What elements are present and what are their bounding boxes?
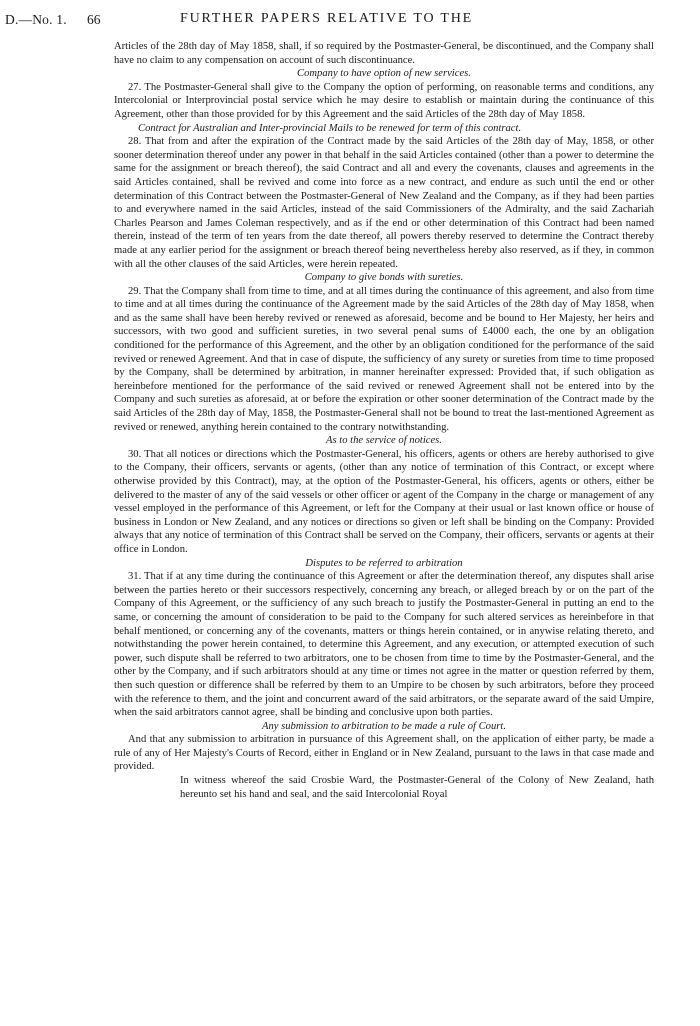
heading-28: Contract for Australian and Inter-provincial Mails to be renewed for term of this contract. xyxy=(138,122,522,134)
paragraph-29: 29. That the Company shall from time to time, and at all times during the continuance of this agreement, and also from time to time and at all times during the continuance of the Agreement made by the said Articles of the 28th day of May 1858, when and as the same shall have been hereby revived or renewed as aforesaid, become and be bound to Her Majesty, her heirs and successors, with two good and sufficient sureties, in two several penal sums of £4000 each, the one by an obligation conditioned for the performance of this Agreement, and the other by an obligation conditioned for the performance of the said revived or renewed Agreement. And that in case of dispute, the sufficiency of any surety or sureties from time to time proposed by the Company, shall be determined by arbitration, in manner hereinafter expressed: Provided that, if such obligation as hereinbefore mentioned for the performance of the said revived or renewed Agreement shall not be entered into by the Company and such sureties as aforesaid, at or before the expiration or other sooner determination of the Contract made by the said Articles of the 28th day of May, 1858, the Postmaster-General shall not be bound to treat the last-mentioned Agreement as revived or renewed, anything herein contained to the contrary notwithstanding. xyxy=(114,285,654,433)
paragraph-31: 31. That if at any time during the continuance of this Agreement or after the determination thereof, any disputes shall arise between the parties hereto or their successors respectively, concerning any breach, or alleged breach by or on the part of the Company of this Agreement, or the sufficiency of any such breach to justify the Postmaster-General in putting an end to the same, or concerning the amount of consideration to be paid to the Company for such altered services as hereinbefore in that behalf mentioned, or concerning any of the covenants, matters or things herein contained, or in anywise relating thereto, and notwithstanding the power herein contained, to determine this Agreement, and any execution, or attempted execution of such power, such dispute shall be referred to two arbitrators, one to be chosen from time to time by the Postmaster-General, and the other by the Company, and if such arbitrators should at any time or times not agree in the matter or question referred by them, then such question or difference shall be referred by them to an Umpire to be chosen by such arbitrators, before they proceed with the reference to them, and the joint and concurrent award of the said arbitrators, or the separate award of the said Umpire, when the said arbitrators cannot agree, shall be binding and conclusive upon both parties. xyxy=(114,571,654,719)
heading-27: Company to have option of new services. xyxy=(297,68,471,80)
paragraph-witness: In witness whereof the said Crosbie Ward, the Postmaster-General of the Colony of New Zealand, hath hereunto set his hand and seal, and the said Intercolonial Royal xyxy=(180,775,654,800)
heading-29: Company to give bonds with sureties. xyxy=(304,272,464,284)
paragraph-32: And that any submission to arbitration in pursuance of this Agreement shall, on the application of either party, be made a rule of any of Her Majesty's Courts of Record, either in England or in New Zealand, pursuant to the laws in that case made and provided. xyxy=(114,734,654,773)
document-body xyxy=(114,40,654,801)
heading-32: Any submission to arbitration to be made a rule of Court. xyxy=(262,720,506,732)
heading-31: Disputes to be referred to arbitration xyxy=(305,557,463,569)
paragraph-30: 30. That all notices or directions which the Postmaster-General, his officers, agents or others are hereby authorised to give to the Company, their officers, servants or agents, (other than any notice of termination of this Contract, or except where otherwise provided by this Contract), may, at the option of the Postmaster-General, his officers, agents or others, either be delivered to the master of any of the said vessels or other officer or agent of the Company in the charge or management of any vessel employed in the performance of this Agreement, or left for the Company at their usual or last known office or house of business in London or New Zealand, and any notices or directions so given or left shall be binding on the Company: Provided always that any notice of termination of this Contract shall be served on the Company, their officers, servants or agents at their office in London. xyxy=(114,448,654,555)
document-reference: D.—No. 1. xyxy=(5,12,67,27)
paragraph-27: 27. The Postmaster-General shall give to the Company the option of performing, on reasonable terms and conditions, any Intercolonial or Interprovincial postal service which he may desire to establish or maintain during the continuance of this Agreement, other than those provided for by this Agreement and the said Articles of the 28th day of May 1858. xyxy=(114,81,654,120)
page-number: 66 xyxy=(87,12,101,27)
heading-30: As to the service of notices. xyxy=(326,435,442,447)
paragraph-intro: Articles of the 28th day of May 1858, shall, if so required by the Postmaster-General, be discontinued, and the Company shall have no claim to any compensation on account of such discontinuance. xyxy=(114,41,654,66)
page-header xyxy=(0,6,700,36)
running-title: FURTHER PAPERS RELATIVE TO THE xyxy=(180,11,474,26)
paragraph-28: 28. That from and after the expiration of the Contract made by the said Articles of the 28th day of May, 1858, or other sooner determination thereof under any power in that behalf in the said Articles contained (other than a power to determine the same for the assignment or breach thereof), the said Contract and all and every the covenants, clauses and agreements in the said Articles contained, shall be revived and come into force as a new contract, and endure as such until the end or other determination of this Contract between the Postmaster-General of New Zealand and the Company, as if they had been parties to and everywhere named in the said Articles, instead of the said Commissioners of the Admiralty, and the said Zachariah Charles Pearson and James Coleman respectively, and as if the end or other determination of this Contract had been named therein, instead of the term of ten years from the date thereof, all powers thereby reserved to determine the Contract thereby made at any earlier period for the assignment or breach thereof being nevertheless hereby also reserved, as if they, in common with all the other clauses of the said Articles, were herein repeated. xyxy=(114,136,654,270)
